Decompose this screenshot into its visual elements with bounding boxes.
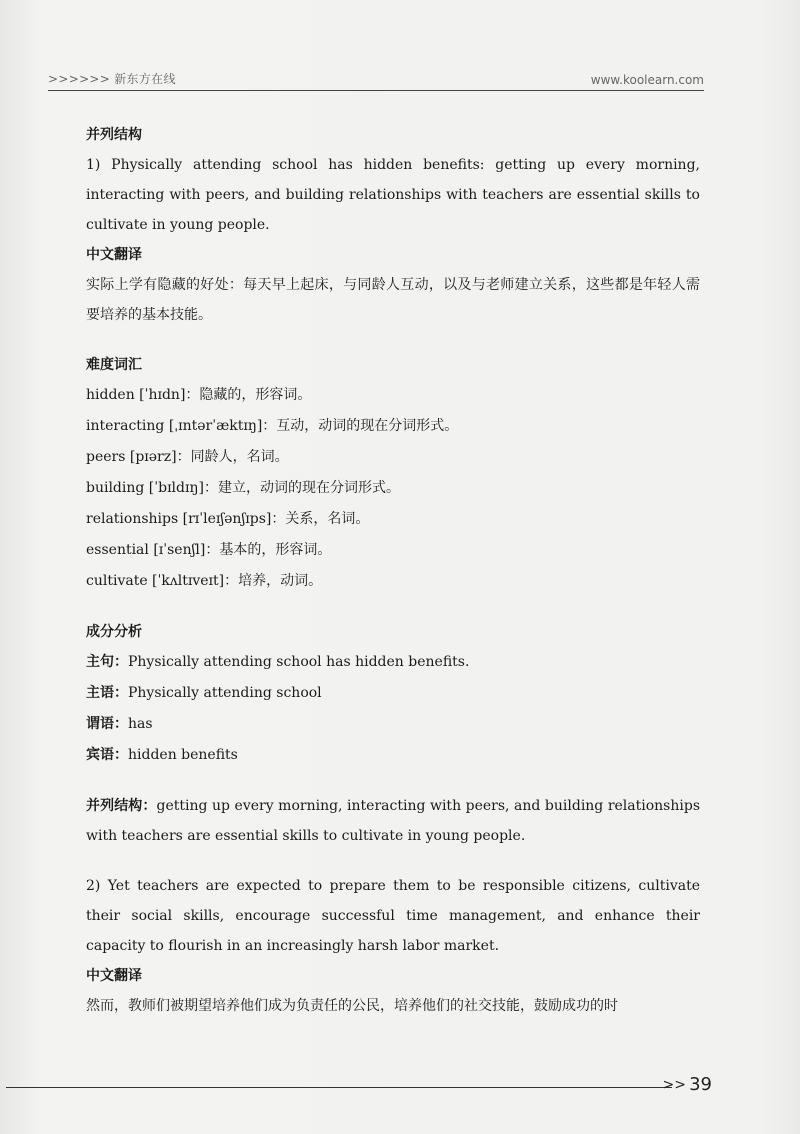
analysis-subject <box>86 678 700 709</box>
vocab-item: cultivate [ˈkʌltɪveɪt]：培养，动词。 <box>86 573 323 589</box>
page-body <box>86 120 700 1021</box>
parallel-label: 并列结构： <box>86 798 157 814</box>
sentence-1-english: 1) Physically attending school has hidden benefits: getting up every morning, interacting with peers, and building relationships with teachers are essential skills to cultivate in young people. <box>86 157 700 233</box>
page-footer <box>0 1074 712 1104</box>
vocab-item: hidden [ˈhɪdn]：隐藏的，形容词。 <box>86 387 312 403</box>
analysis-predicate <box>86 709 700 740</box>
analysis-label: 谓语： <box>86 716 128 732</box>
spacer <box>86 771 700 791</box>
analysis-text: Physically attending school has hidden benefits. <box>128 654 470 670</box>
analysis-label: 主语： <box>86 685 128 701</box>
vocab-item: relationships [rɪˈleɪʃənʃɪps]：关系，名词。 <box>86 511 370 527</box>
sentence-2-chinese: 然而，教师们被期望培养他们成为负责任的公民，培养他们的社交技能，鼓励成功的时 <box>86 998 618 1014</box>
footer-rule <box>6 1087 672 1088</box>
sentence-1-chinese: 实际上学有隐藏的好处：每天早上起床，与同龄人互动，以及与老师建立关系，这些都是年轻人需要培养的基本技能。 <box>86 277 700 323</box>
vocab-item: building [ˈbɪldɪŋ]：建立，动词的现在分词形式。 <box>86 480 400 496</box>
analysis-label: 主句： <box>86 654 128 670</box>
parallel-text: getting up every morning, interacting with peers, and building relationships with teachers are essential skills to cultivate in young people. <box>86 798 700 844</box>
spacer <box>86 597 700 617</box>
section-title-chinese-translation-2: 中文翻译 <box>86 968 142 984</box>
analysis-text: hidden benefits <box>128 747 238 763</box>
analysis-label: 宾语： <box>86 747 128 763</box>
page-number: 39 <box>689 1074 712 1095</box>
vocab-item: interacting [ˌɪntərˈæktɪŋ]：互动，动词的现在分词形式。 <box>86 418 459 434</box>
vocab-item: peers [pɪərz]：同龄人，名词。 <box>86 449 289 465</box>
spacer <box>86 851 700 871</box>
parallel-structure-note <box>86 791 700 851</box>
sentence-2-english: 2) Yet teachers are expected to prepare them to be responsible citizens, cultivate their social skills, encourage successful time management, and enhance their capacity to flourish in an increasingly harsh labor market. <box>86 878 700 954</box>
analysis-main-clause <box>86 647 700 678</box>
analysis-text: Physically attending school <box>128 685 322 701</box>
page-header <box>48 68 704 91</box>
vocab-item: essential [ɪˈsenʃl]：基本的，形容词。 <box>86 542 332 558</box>
header-brand: >>>>>> 新东方在线 <box>48 72 176 86</box>
section-title-chinese-translation: 中文翻译 <box>86 247 142 263</box>
section-title-vocabulary: 难度词汇 <box>86 357 142 373</box>
section-title-component-analysis: 成分分析 <box>86 624 142 640</box>
spacer <box>86 330 700 350</box>
footer-arrows: >> <box>662 1077 686 1093</box>
header-url: www.koolearn.com <box>590 73 704 87</box>
analysis-object <box>86 740 700 771</box>
analysis-text: has <box>128 716 153 732</box>
section-title-parallel-structure: 并列结构 <box>86 127 142 143</box>
